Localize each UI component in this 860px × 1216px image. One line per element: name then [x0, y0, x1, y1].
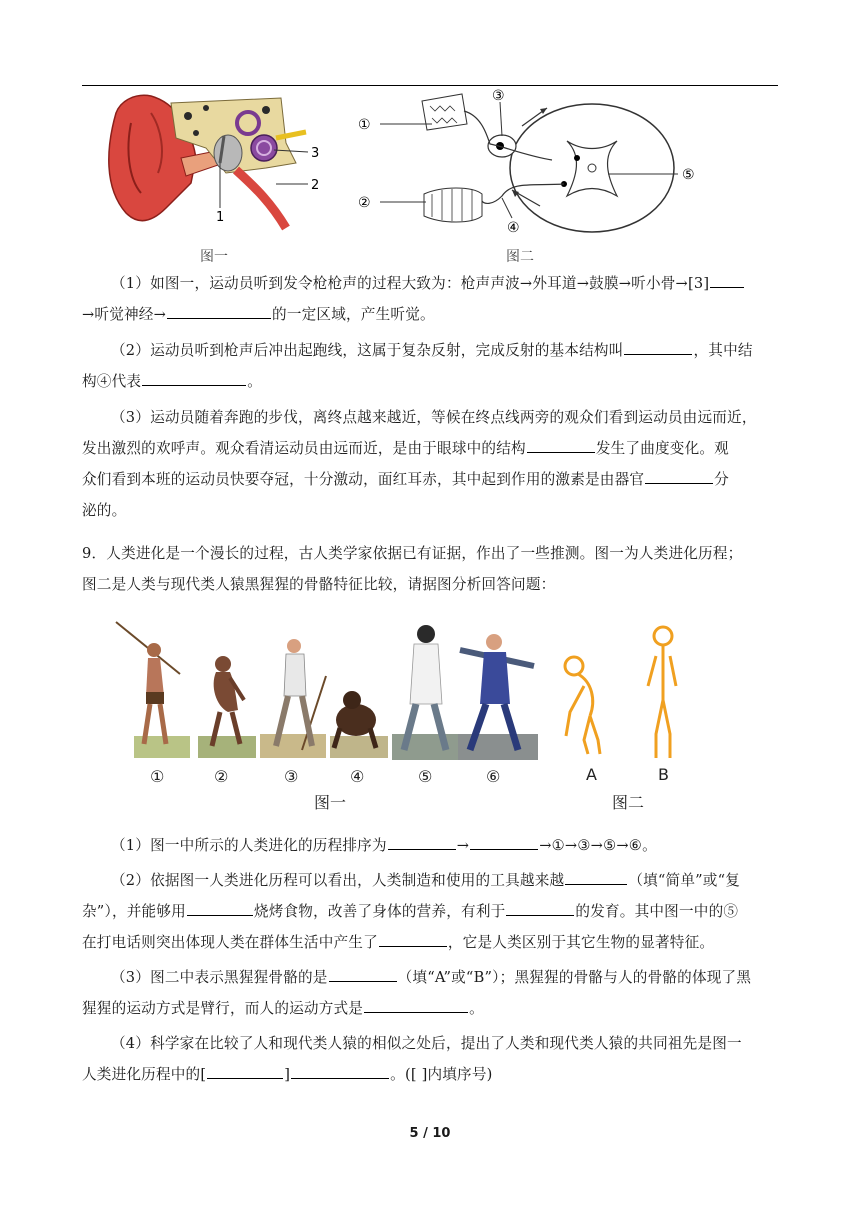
reflex-arc-diagram — [352, 86, 702, 248]
reflex-label-4: ④ — [507, 220, 520, 236]
q8-text — [82, 268, 782, 526]
answer-blank[interactable] — [710, 271, 744, 288]
evolution-diagram — [108, 616, 708, 816]
reflex-label-3: ③ — [492, 88, 505, 104]
q9-part-2-line-2: 杂”），并能够用 烧烤食物，改善了身体的营养，有利于 的发育。其中图一中的⑤ — [82, 896, 782, 927]
human-evolution-figure — [108, 616, 708, 816]
q8-line-5: （3）运动员随着奔跑的步伐，离终点越来越近，等候在终点线两旁的观众们看到运动员由远而近， — [111, 409, 757, 426]
answer-blank[interactable] — [527, 436, 595, 453]
q8-line-3: （2）运动员听到枪声后冲出起跑线，这属于复杂反射，完成反射的基本结构叫 ，其中结 — [82, 335, 782, 366]
q9-part-3-line-1: （3）图二中表示黑猩猩骨骼的是 （填“A”或“B”）；黑猩猩的骨骼与人的骨骼的体现了黑 — [82, 962, 782, 993]
ear-label-3: 3 — [311, 146, 320, 161]
answer-blank[interactable] — [364, 996, 468, 1013]
ear-diagram — [96, 88, 336, 263]
q8-line-6: 发出激烈的欢呼声。观众看清运动员由远而近，是由于眼球中的结构 发生了曲度变化。观 — [82, 433, 782, 464]
q9-part-1: （1）图一中所示的人类进化的历程排序为 → →①→③→⑤→⑥。 — [82, 830, 782, 861]
reflex-figure-caption: 图二 — [506, 249, 534, 265]
evolution-label-2: ② — [214, 767, 229, 786]
evolution-label-4: ④ — [350, 767, 365, 786]
q8-line-7: 众们看到本班的运动员快要夺冠，十分激动，面红耳赤，其中起到作用的激素是由器官 分 — [82, 464, 782, 495]
skeleton-label-a: A — [586, 765, 597, 784]
reflex-label-2: ② — [358, 195, 371, 211]
answer-blank[interactable] — [506, 899, 574, 916]
q9-text — [82, 830, 782, 1090]
ear-figure-caption: 图一 — [200, 249, 228, 265]
answer-blank[interactable] — [379, 930, 447, 947]
reflex-arc-figure — [352, 86, 702, 248]
q9-part-4-line-1: （4）科学家在比较了人和现代类人猿的相似之处后，提出了人类和现代类人猿的共同祖先是图一 — [111, 1035, 742, 1052]
q9-intro-line-1: 9．人类进化是一个漫长的过程，古人类学家依据已有证据，作出了一些推测。图一为人类进化历程； — [82, 545, 743, 562]
q9-intro-line-2: 图二是人类与现代类人猿黑猩猩的骨骼特征比较，请据图分析回答问题： — [82, 576, 556, 593]
answer-blank[interactable] — [624, 338, 692, 355]
skeleton-figure-caption: 图二 — [612, 793, 645, 812]
answer-blank[interactable] — [167, 302, 271, 319]
answer-blank[interactable] — [142, 369, 246, 386]
q8-line-2: →听觉神经→ 的一定区域，产生听觉。 — [82, 299, 782, 330]
evolution-label-6: ⑥ — [486, 767, 501, 786]
answer-blank[interactable] — [207, 1062, 283, 1079]
q8-line-1: （1）如图一，运动员听到发令枪枪声的过程大致为：枪声声波→外耳道→鼓膜→听小骨→[3] — [82, 268, 782, 299]
q9-part-2-line-1: （2）依据图一人类进化历程可以看出，人类制造和使用的工具越来越 （填“简单”或“复 — [82, 865, 782, 896]
q9-part-2-line-3: 在打电话则突出体现人类在群体生活中产生了 ，它是人类区别于其它生物的显著特征。 — [82, 927, 782, 958]
reflex-label-5: ⑤ — [682, 167, 695, 183]
answer-blank[interactable] — [565, 868, 627, 885]
page-number: 5 / 10 — [409, 1126, 451, 1141]
answer-blank[interactable] — [291, 1062, 389, 1079]
skeleton-label-b: B — [658, 765, 669, 784]
q9-part-3-line-2: 猩猩的运动方式是臂行，而人的运动方式是 。 — [82, 993, 782, 1024]
ear-label-2: 2 — [311, 178, 320, 193]
answer-blank[interactable] — [645, 467, 713, 484]
answer-blank[interactable] — [329, 965, 397, 982]
answer-blank[interactable] — [187, 899, 253, 916]
q8-line-8: 泌的。 — [82, 502, 127, 519]
answer-blank[interactable] — [470, 833, 538, 850]
reflex-label-1: ① — [358, 117, 371, 133]
evolution-label-1: ① — [150, 767, 165, 786]
q9-intro — [82, 538, 782, 600]
evolution-figure-caption: 图一 — [314, 793, 347, 812]
evolution-label-3: ③ — [284, 767, 299, 786]
q9-part-4-line-2: 人类进化历程中的[ ] 。([ ]内填序号) — [82, 1059, 782, 1090]
q8-line-4: 构④代表 。 — [82, 366, 782, 397]
evolution-label-5: ⑤ — [418, 767, 433, 786]
answer-blank[interactable] — [388, 833, 456, 850]
ear-figure — [96, 88, 336, 263]
ear-label-1: 1 — [216, 210, 225, 225]
